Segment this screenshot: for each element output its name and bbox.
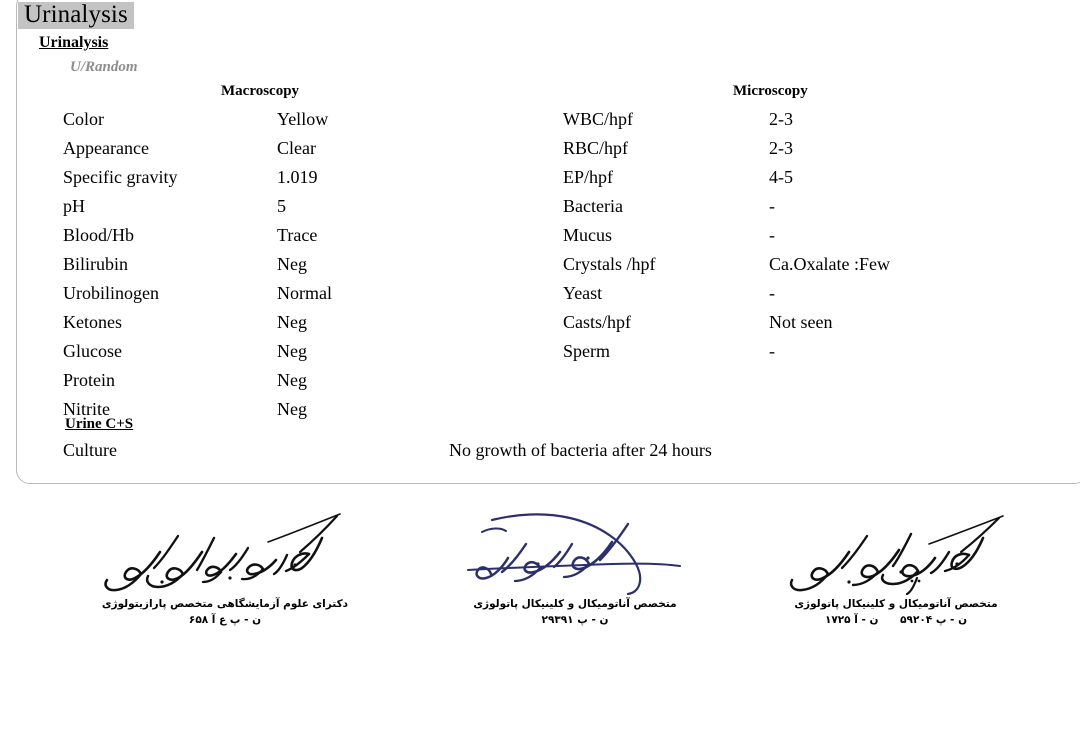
culture-row-value: No growth of bacteria after 24 hours [449,440,712,460]
column-header-macroscopy: Macroscopy [221,83,300,99]
result-value: Neg [277,399,307,419]
table-row [63,366,483,395]
section-heading-urine-culture: Urine C+S [65,416,134,432]
result-value: Normal [277,283,332,303]
signature-block-left [60,508,390,628]
handwritten-signature-right [771,508,1021,596]
result-name: Bacteria [563,196,623,216]
result-name: Sperm [563,341,610,361]
signature-license-right-2: ن - آ ۱۷۲۵ [824,614,879,626]
result-value: Trace [277,225,318,245]
table-row [563,192,1013,221]
result-name: pH [63,196,85,216]
result-name: EP/hpf [563,167,614,187]
signature-credentials-left: دکترای علوم آزمایشگاهی متخصص پارازیتولوژی [101,598,349,610]
result-value: - [769,225,775,245]
table-row [63,105,483,134]
signature-credentials-right: متخصص آناتومیکال و کلینیکال پاتولوژی [794,598,998,610]
result-name: Crystals /hpf [563,254,656,274]
result-value: 5 [277,196,286,216]
table-row [63,279,483,308]
table-row [563,337,1013,366]
result-name: Blood/Hb [63,225,135,245]
section-heading-urinalysis: Urinalysis [39,34,109,51]
column-header-microscopy: Microscopy [733,83,808,99]
signature-block-right [746,508,1046,628]
result-value: - [769,341,775,361]
result-value: 2-3 [769,138,793,158]
result-value: Neg [277,370,307,390]
culture-row-name: Culture [63,440,117,460]
result-value: Neg [277,341,307,361]
result-value: Ca.Oxalate :Few [769,254,890,274]
table-row [563,308,1013,337]
result-value: Not seen [769,312,833,332]
table-row [63,192,483,221]
result-name: Appearance [63,138,149,158]
result-value: - [769,283,775,303]
result-name: Specific gravity [63,167,178,187]
table-row [563,105,1013,134]
table-row [63,308,483,337]
result-name: Yeast [563,283,603,303]
result-name: Ketones [63,312,122,332]
result-value: 4-5 [769,167,793,187]
handwritten-signature-middle [460,508,690,596]
signature-license-right-1: ن - پ ۵۹۲۰۴ [900,614,968,626]
result-value: 2-3 [769,109,793,129]
result-value: Yellow [277,109,329,129]
result-name: Protein [63,370,115,390]
result-name: Color [63,109,105,129]
macroscopy-results-list [63,105,483,424]
result-value: - [769,196,775,216]
result-value: 1.019 [277,167,318,187]
microscopy-results-list [563,105,1013,366]
table-row [63,337,483,366]
signature-license-right [746,612,1046,628]
result-value: Neg [277,312,307,332]
table-row [563,221,1013,250]
result-value: Neg [277,254,307,274]
table-row [563,163,1013,192]
table-row [63,250,483,279]
result-name: RBC/hpf [563,138,629,158]
signature-license-middle: ن - پ ۲۹۳۹۱ [541,614,609,626]
table-row [563,134,1013,163]
signature-block-middle [450,508,700,628]
result-name: WBC/hpf [563,109,633,129]
table-row [63,163,483,192]
result-name: Nitrite [63,399,110,419]
result-name: Mucus [563,225,612,245]
handwritten-signature-left [90,508,360,596]
signature-credentials-middle: متخصص آناتومیکال و کلینیکال پاتولوژی [473,598,677,610]
result-name: Bilirubin [63,254,129,274]
specimen-type-label: U/Random [70,59,138,75]
signature-license-left: ن - پ ع آ ۶۵۸ [188,614,262,626]
table-row [63,221,483,250]
table-row [563,250,1013,279]
table-row [63,134,483,163]
result-name: Casts/hpf [563,312,632,332]
table-row [563,279,1013,308]
result-value: Clear [277,138,316,158]
result-name: Glucose [63,341,122,361]
result-name: Urobilinogen [63,283,159,303]
urinalysis-report-card [16,0,1080,484]
page-title: Urinalysis [18,2,134,29]
